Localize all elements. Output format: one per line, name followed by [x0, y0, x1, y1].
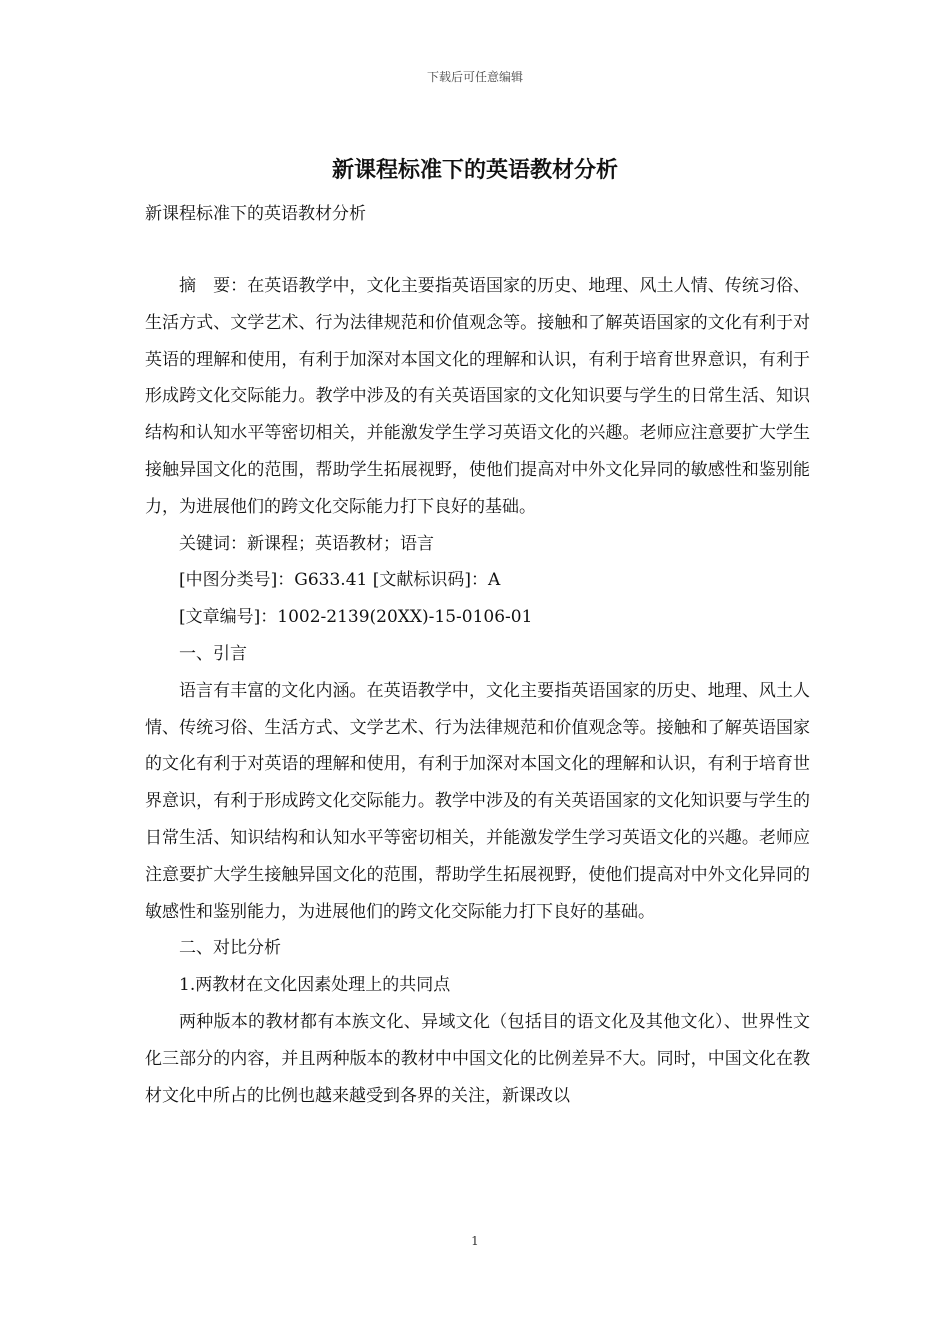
- document-title: 新课程标准下的英语教材分析: [331, 157, 618, 183]
- header-note: 下载后可任意编辑: [426, 70, 523, 84]
- keywords-line: 关键词：新课程；英语教材；语言: [179, 533, 434, 554]
- classification-line: [中图分类号]：G633.41 [文献标识码]：A: [179, 570, 501, 591]
- common-points-paragraph: 两种版本的教材都有本族文化、异域文化（包括目的语文化及其他文化）、世界性文化三部分的内容，并且两种版本的教材中中国文化的比例差异不大。同时，中国文化在教材文化中所占的比例也越来越受到各界的关注，新课改以: [145, 1011, 810, 1106]
- section-heading-introduction: 一、引言: [179, 643, 247, 664]
- subsection-heading-common-points: 1.两教材在文化因素处理上的共同点: [179, 975, 451, 996]
- document-subtitle: 新课程标准下的英语教材分析: [145, 204, 366, 224]
- abstract-paragraph: 摘 要：在英语教学中，文化主要指英语国家的历史、地理、风土人情、传统习俗、生活方式、文学艺术、行为法律规范和价值观念等。接触和了解英语国家的文化有利于对英语的理解和使用，有利于加深对本国文化的理解和认识，有利于培育世界意识，有利于形成跨文化交际能力。教学中涉及的有关英语国家的文化知识要与学生的日常生活、知识结构和认知水平等密切相关，并能激发学生学习英语文化的兴趣。老师应注意要扩大学生接触异国文化的范围，帮助学生拓展视野，使他们提高对中外文化异同的敏感性和鉴别能力，为进展他们的跨文化交际能力打下良好的基础。: [145, 276, 810, 517]
- document-body: [145, 268, 810, 1114]
- page-number: 1: [471, 1234, 479, 1248]
- article-number-line: [文章编号]：1002-2139(20XX)-15-0106-01: [179, 607, 533, 628]
- introduction-paragraph: 语言有丰富的文化内涵。在英语教学中，文化主要指英语国家的历史、地理、风土人情、传统习俗、生活方式、文学艺术、行为法律规范和价值观念等。接触和了解英语国家的文化有利于对英语的理解和使用，有利于加深对本国文化的理解和认识，有利于培育世界意识，有利于形成跨文化交际能力。教学中涉及的有关英语国家的文化知识要与学生的日常生活、知识结构和认知水平等密切相关，并能激发学生学习英语文化的兴趣。老师应注意要扩大学生接触异国文化的范围，帮助学生拓展视野，使他们提高对中外文化异同的敏感性和鉴别能力，为进展他们的跨文化交际能力打下良好的基础。: [145, 680, 810, 922]
- section-heading-comparison: 二、对比分析: [179, 938, 281, 959]
